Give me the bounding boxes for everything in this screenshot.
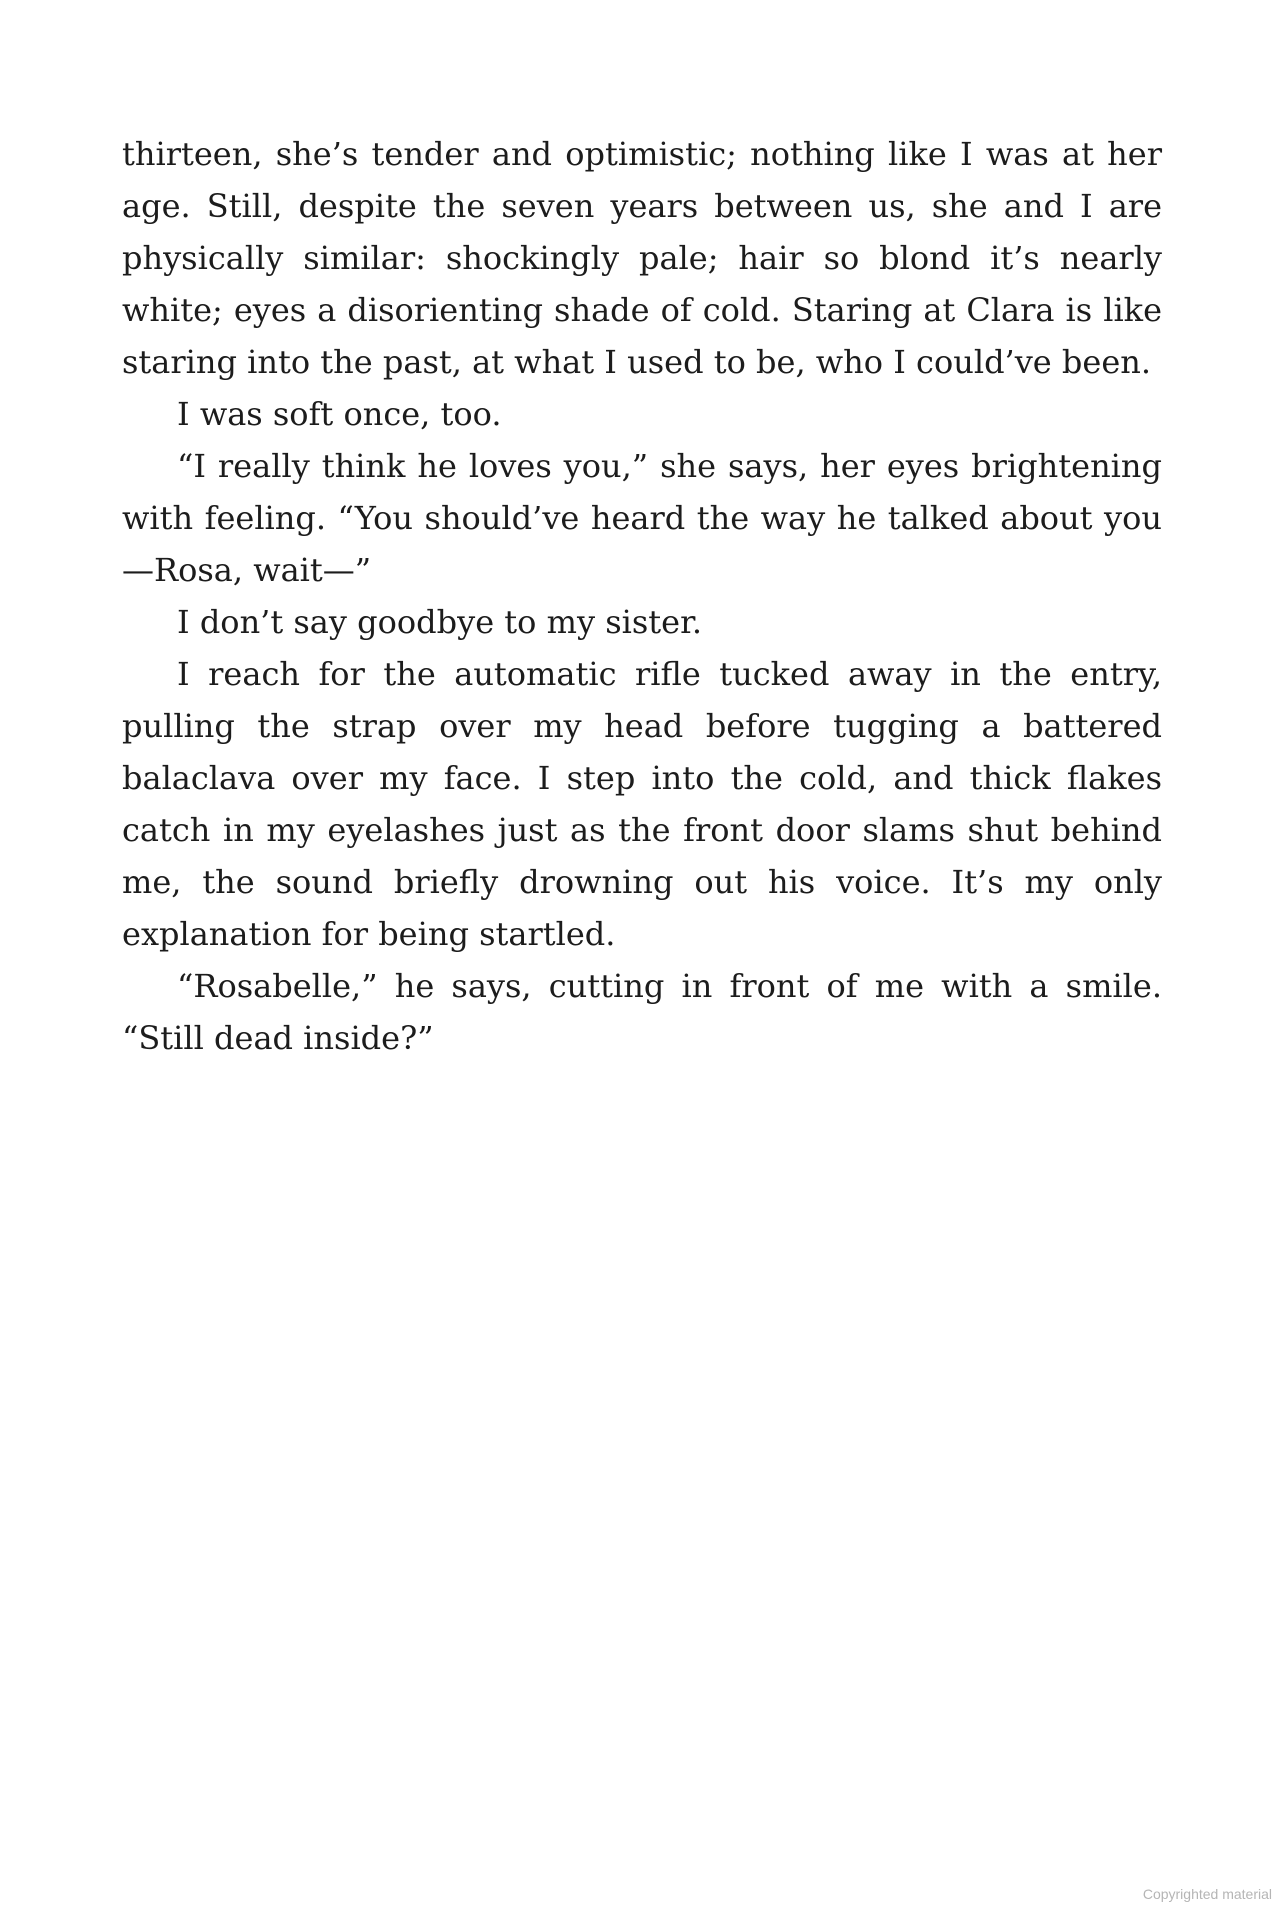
- paragraph: “Rosabelle,” he says, cutting in front of me with a smile. “Still dead inside?”: [122, 967, 1162, 1057]
- paragraph: I reach for the automatic rifle tucked away in the entry, pulling the strap over my head before tugging a battered balaclava over my face. I step into the cold, and thick flakes catch in my eyelashes just as the front door slams shut behind me, the sound briefly drowning out his voice. It’s my only explanation for being startled.: [122, 655, 1162, 953]
- copyright-watermark: Copyrighted material: [1142, 1886, 1272, 1902]
- paragraph: thirteen, she’s tender and optimistic; nothing like I was at her age. Still, despite the seven years between us, she and I are physically similar: shockingly pale; hair so blond it’s nearly white; eyes a disorienting shade of cold. Staring at Clara is like staring into the past, at what I used to be, who I could’ve been.: [122, 135, 1162, 381]
- paragraph: I was soft once, too.: [177, 395, 502, 433]
- body-text: [122, 128, 1162, 1064]
- paragraph: I don’t say goodbye to my sister.: [177, 603, 703, 641]
- paragraph: “I really think he loves you,” she says, her eyes brightening with feeling. “You should’ve heard the way he talked about you—Rosa, wait—”: [122, 447, 1162, 589]
